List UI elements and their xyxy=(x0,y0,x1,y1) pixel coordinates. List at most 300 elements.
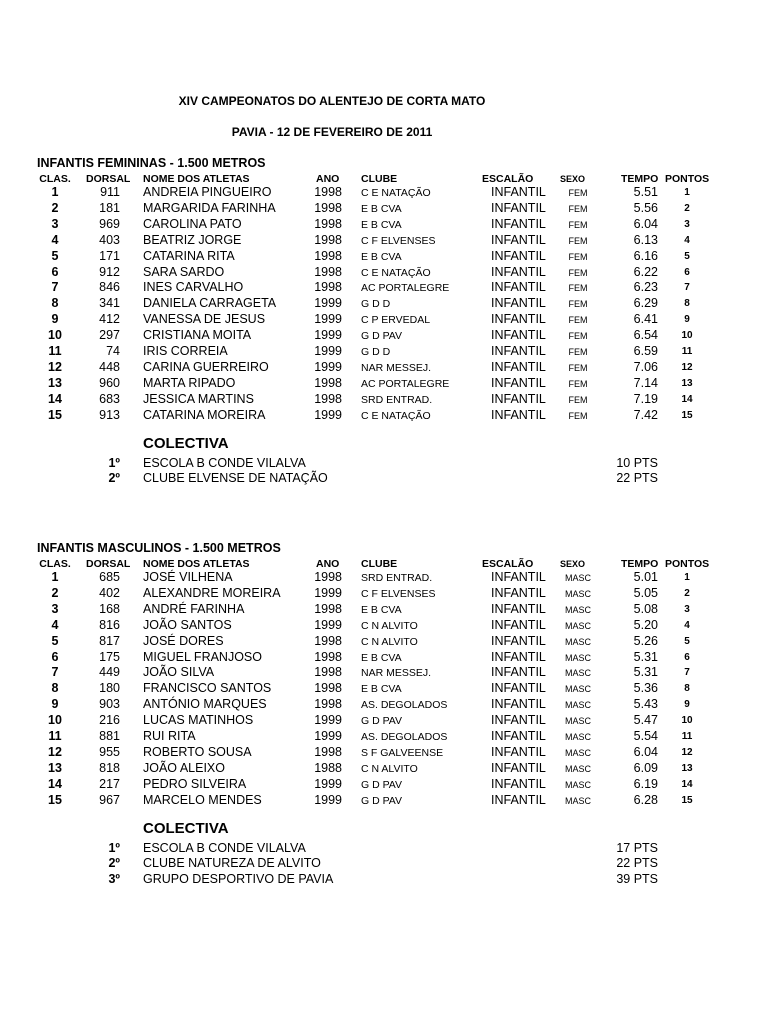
cell-sexo: MASC xyxy=(564,684,591,695)
table-row xyxy=(0,618,768,634)
cell-sexo: FEM xyxy=(568,235,588,246)
cell-tempo: 6.04 xyxy=(633,744,658,759)
cell-ano: 1998 xyxy=(314,216,342,231)
cell-ano: 1998 xyxy=(314,633,342,648)
cell-pontos: 1 xyxy=(684,187,690,198)
cell-tempo: 5.43 xyxy=(633,697,658,712)
cell-clas: 10 xyxy=(48,328,62,343)
cell-escalao: INFANTIL xyxy=(491,792,546,807)
table-row xyxy=(0,185,768,201)
cell-sexo: FEM xyxy=(568,219,588,230)
cell-tempo: 6.59 xyxy=(633,344,658,358)
cell-pontos: 7 xyxy=(684,282,690,294)
cell-ano: 1999 xyxy=(314,585,342,600)
cell-clas: 2 xyxy=(51,200,59,215)
table-row xyxy=(0,793,768,809)
colectiva-name: CLUBE NATUREZA DE ALVITO xyxy=(143,856,321,871)
cell-ano: 1999 xyxy=(314,344,342,358)
cell-clube: C F ELVENSES xyxy=(361,587,436,600)
cell-clube: C N ALVITO xyxy=(361,762,418,775)
cell-sexo: FEM xyxy=(568,378,588,389)
cell-pontos: 4 xyxy=(684,234,690,246)
cell-sexo: MASC xyxy=(564,636,591,647)
cell-nome: VANESSA DE JESUS xyxy=(143,312,266,327)
cell-ano: 1998 xyxy=(314,681,342,696)
cell-dorsal: 168 xyxy=(99,601,120,616)
cell-dorsal: 817 xyxy=(99,633,120,648)
cell-escalao: INFANTIL xyxy=(491,232,546,247)
cell-dorsal: 912 xyxy=(99,264,120,279)
cell-clas: 1 xyxy=(51,185,59,199)
cell-ano: 1998 xyxy=(314,697,342,712)
cell-pontos: 9 xyxy=(684,314,690,326)
cell-sexo: FEM xyxy=(568,251,588,262)
cell-sexo: FEM xyxy=(568,362,588,373)
cell-pontos: 11 xyxy=(681,731,693,742)
cell-clube: AC PORTALEGRE xyxy=(361,377,450,390)
header-tempo: TEMPO xyxy=(621,558,659,570)
colectiva-row xyxy=(0,841,768,857)
cell-nome: PEDRO SILVEIRA xyxy=(143,776,247,791)
cell-sexo: FEM xyxy=(568,315,588,326)
cell-nome: IRIS CORREIA xyxy=(143,344,228,358)
header-ano: ANO xyxy=(316,173,340,185)
cell-ano: 1999 xyxy=(314,792,342,807)
table-row xyxy=(0,729,768,745)
colectiva-name: ESCOLA B CONDE VILALVA xyxy=(143,455,306,470)
cell-nome: MARTA RIPADO xyxy=(143,375,236,390)
cell-clas: 5 xyxy=(51,633,59,648)
cell-sexo: MASC xyxy=(564,573,591,583)
table-row xyxy=(0,296,768,312)
cell-ano: 1999 xyxy=(314,407,342,422)
cell-nome: ANDREIA PINGUEIRO xyxy=(143,185,272,199)
cell-escalao: INFANTIL xyxy=(491,776,546,791)
cell-clas: 10 xyxy=(48,713,62,728)
cell-sexo: MASC xyxy=(564,652,591,663)
cell-escalao: INFANTIL xyxy=(491,407,546,422)
table-row xyxy=(0,201,768,217)
cell-nome: ROBERTO SOUSA xyxy=(143,744,252,759)
cell-nome: MARGARIDA FARINHA xyxy=(143,200,276,215)
cell-ano: 1999 xyxy=(314,312,342,327)
cell-nome: ANTÓNIO MARQUES xyxy=(143,697,267,712)
cell-clube: NAR MESSEJ. xyxy=(361,667,432,680)
cell-pontos: 12 xyxy=(681,361,693,373)
cell-pontos: 7 xyxy=(684,667,690,679)
cell-clas: 14 xyxy=(48,776,62,791)
cell-tempo: 7.19 xyxy=(633,391,658,406)
table-row xyxy=(0,777,768,793)
cell-dorsal: 881 xyxy=(99,729,120,743)
cell-escalao: INFANTIL xyxy=(491,570,546,584)
cell-sexo: FEM xyxy=(568,347,588,357)
cell-clas: 13 xyxy=(48,760,62,775)
cell-tempo: 6.54 xyxy=(633,328,658,343)
table-row xyxy=(0,376,768,392)
cell-pontos: 15 xyxy=(681,794,693,806)
cell-nome: DANIELA CARRAGETA xyxy=(143,296,277,311)
cell-clube: C N ALVITO xyxy=(361,619,418,632)
cell-pontos: 12 xyxy=(681,746,693,758)
cell-clas: 14 xyxy=(48,391,62,406)
cell-ano: 1998 xyxy=(314,665,342,680)
cell-pontos: 14 xyxy=(681,778,693,790)
cell-dorsal: 683 xyxy=(99,391,120,406)
colectiva-name: CLUBE ELVENSE DE NATAÇÃO xyxy=(143,471,328,486)
colectiva-pos: 1º xyxy=(108,455,120,470)
cell-dorsal: 74 xyxy=(106,344,120,358)
table-row xyxy=(0,586,768,602)
cell-tempo: 7.42 xyxy=(633,407,658,422)
cell-sexo: MASC xyxy=(564,620,591,631)
cell-nome: MIGUEL FRANJOSO xyxy=(143,649,262,664)
cell-escalao: INFANTIL xyxy=(491,264,546,279)
cell-escalao: INFANTIL xyxy=(491,633,546,648)
table-row xyxy=(0,634,768,650)
cell-dorsal: 911 xyxy=(100,185,120,199)
cell-tempo: 5.08 xyxy=(633,601,658,616)
header-sexo: SEXO xyxy=(560,174,586,184)
cell-escalao: INFANTIL xyxy=(491,359,546,374)
cell-clube: NAR MESSEJ. xyxy=(361,361,432,374)
cell-nome: JESSICA MARTINS xyxy=(143,391,254,406)
cell-pontos: 2 xyxy=(684,587,690,599)
header-dorsal: DORSAL xyxy=(86,558,131,570)
cell-ano: 1998 xyxy=(314,744,342,759)
cell-dorsal: 171 xyxy=(99,248,120,263)
table-row xyxy=(0,344,768,360)
cell-clube: E B CVA xyxy=(361,218,402,231)
header-clube: CLUBE xyxy=(361,558,398,570)
cell-pontos: 2 xyxy=(684,202,690,214)
cell-escalao: INFANTIL xyxy=(491,200,546,215)
cell-clas: 11 xyxy=(48,729,62,743)
cell-clube: C E NATAÇÃO xyxy=(361,187,431,199)
cell-tempo: 6.29 xyxy=(633,296,658,311)
cell-sexo: FEM xyxy=(568,188,588,198)
colectiva-pos: 3º xyxy=(108,872,120,887)
cell-nome: CATARINA MOREIRA xyxy=(143,407,266,422)
colectiva-pos: 2º xyxy=(108,471,120,486)
cell-escalao: INFANTIL xyxy=(491,328,546,343)
cell-clube: C E NATAÇÃO xyxy=(361,266,431,279)
cell-nome: JOÃO SILVA xyxy=(143,665,215,680)
cell-ano: 1999 xyxy=(314,296,342,311)
cell-ano: 1998 xyxy=(314,391,342,406)
cell-escalao: INFANTIL xyxy=(491,585,546,600)
cell-clube: E B CVA xyxy=(361,250,402,263)
cell-tempo: 6.22 xyxy=(633,264,658,279)
table-row xyxy=(0,328,768,344)
cell-clube: S F GALVEENSE xyxy=(361,746,444,759)
cell-sexo: MASC xyxy=(564,604,591,615)
cell-ano: 1999 xyxy=(314,617,342,632)
cell-ano: 1998 xyxy=(314,200,342,215)
cell-dorsal: 903 xyxy=(99,697,120,712)
cell-clube: E B CVA xyxy=(361,651,402,664)
cell-clas: 1 xyxy=(51,570,59,584)
cell-clas: 15 xyxy=(48,792,62,807)
header-dorsal: DORSAL xyxy=(86,173,131,185)
cell-pontos: 13 xyxy=(681,762,693,774)
cell-escalao: INFANTIL xyxy=(491,280,546,295)
cell-clube: G D PAV xyxy=(361,794,403,807)
table-row xyxy=(0,713,768,729)
cell-escalao: INFANTIL xyxy=(491,681,546,696)
cell-tempo: 5.20 xyxy=(633,617,658,632)
header-escalao: ESCALÃO xyxy=(482,558,534,570)
table-row xyxy=(0,665,768,681)
cell-escalao: INFANTIL xyxy=(491,617,546,632)
cell-clube: E B CVA xyxy=(361,683,402,696)
table-row xyxy=(0,217,768,233)
cell-dorsal: 175 xyxy=(99,649,120,664)
cell-clube: C E NATAÇÃO xyxy=(361,409,431,422)
cell-clas: 7 xyxy=(51,665,59,680)
cell-tempo: 5.54 xyxy=(633,729,658,743)
cell-pontos: 6 xyxy=(684,651,690,663)
cell-pontos: 3 xyxy=(684,603,690,615)
cell-tempo: 5.47 xyxy=(633,713,658,728)
colectiva-pts: 22 PTS xyxy=(616,856,658,871)
cell-pontos: 1 xyxy=(684,572,690,583)
cell-escalao: INFANTIL xyxy=(491,344,546,358)
cell-clas: 11 xyxy=(48,344,62,358)
cell-nome: SARA SARDO xyxy=(143,264,225,279)
cell-dorsal: 846 xyxy=(99,280,120,295)
cell-dorsal: 412 xyxy=(99,312,120,327)
cell-sexo: FEM xyxy=(568,283,588,294)
cell-dorsal: 180 xyxy=(99,681,120,696)
cell-tempo: 5.31 xyxy=(633,649,658,664)
cell-ano: 1998 xyxy=(314,601,342,616)
cell-tempo: 5.51 xyxy=(633,185,658,199)
cell-dorsal: 297 xyxy=(99,328,120,343)
header-ano: ANO xyxy=(316,558,340,570)
cell-escalao: INFANTIL xyxy=(491,744,546,759)
cell-tempo: 6.16 xyxy=(633,248,658,263)
cell-clube: G D D xyxy=(361,298,391,311)
cell-nome: ANDRÉ FARINHA xyxy=(143,601,245,616)
colectiva-pts: 22 PTS xyxy=(616,471,658,486)
cell-dorsal: 403 xyxy=(99,232,120,247)
cell-clas: 3 xyxy=(51,216,59,231)
cell-nome: INES CARVALHO xyxy=(143,280,244,295)
cell-pontos: 15 xyxy=(681,409,693,421)
cell-ano: 1998 xyxy=(314,375,342,390)
cell-tempo: 6.13 xyxy=(633,232,658,247)
cell-tempo: 7.06 xyxy=(633,359,658,374)
cell-clas: 9 xyxy=(51,697,59,712)
table-row xyxy=(0,392,768,408)
cell-sexo: MASC xyxy=(564,779,591,790)
cell-tempo: 6.04 xyxy=(633,216,658,231)
table-row xyxy=(0,312,768,328)
cell-clube: SRD ENTRAD. xyxy=(361,572,433,584)
cell-pontos: 5 xyxy=(684,250,690,262)
cell-nome: CARINA GUERREIRO xyxy=(143,359,269,374)
table-row xyxy=(0,360,768,376)
cell-clas: 12 xyxy=(48,744,62,759)
header-tempo: TEMPO xyxy=(621,173,659,185)
cell-escalao: INFANTIL xyxy=(491,665,546,680)
cell-pontos: 8 xyxy=(684,683,690,695)
cell-ano: 1999 xyxy=(314,359,342,374)
cell-dorsal: 967 xyxy=(99,792,120,807)
cell-ano: 1998 xyxy=(314,248,342,263)
cell-tempo: 6.23 xyxy=(633,280,658,295)
table-row xyxy=(0,408,768,424)
cell-nome: CATARINA RITA xyxy=(143,248,235,263)
cell-dorsal: 818 xyxy=(99,760,120,775)
cell-clube: C N ALVITO xyxy=(361,635,418,648)
cell-pontos: 13 xyxy=(681,377,693,389)
cell-sexo: FEM xyxy=(568,394,588,405)
cell-sexo: MASC xyxy=(564,732,591,742)
cell-dorsal: 816 xyxy=(99,617,120,632)
cell-pontos: 8 xyxy=(684,298,690,310)
cell-sexo: MASC xyxy=(564,747,591,758)
cell-sexo: FEM xyxy=(568,267,588,278)
cell-tempo: 5.05 xyxy=(633,585,658,600)
event-title: XIV CAMPEONATOS DO ALENTEJO DE CORTA MATO xyxy=(178,94,486,108)
table-row xyxy=(0,745,768,761)
cell-escalao: INFANTIL xyxy=(491,697,546,712)
cell-pontos: 14 xyxy=(681,393,693,405)
colectiva-row xyxy=(0,456,768,472)
cell-dorsal: 402 xyxy=(99,585,120,600)
cell-tempo: 6.28 xyxy=(633,792,658,807)
colectiva-pos: 2º xyxy=(108,856,120,871)
cell-dorsal: 341 xyxy=(99,296,120,311)
cell-clube: C P ERVEDAL xyxy=(361,314,431,327)
cell-ano: 1988 xyxy=(314,760,342,775)
cell-nome: JOSÉ DORES xyxy=(143,633,224,648)
cell-nome: RUI RITA xyxy=(143,729,196,743)
cell-dorsal: 217 xyxy=(99,776,120,791)
cell-clas: 3 xyxy=(51,601,59,616)
header-sexo: SEXO xyxy=(560,559,586,569)
colectiva-row xyxy=(0,856,768,872)
cell-sexo: MASC xyxy=(564,700,591,711)
cell-nome: FRANCISCO SANTOS xyxy=(143,681,272,696)
section-title: INFANTIS FEMININAS - 1.500 METROS xyxy=(37,156,266,170)
header-clas: CLAS. xyxy=(39,173,71,185)
cell-sexo: MASC xyxy=(564,588,591,599)
cell-ano: 1998 xyxy=(314,649,342,664)
cell-ano: 1999 xyxy=(314,713,342,728)
cell-clube: AC PORTALEGRE xyxy=(361,282,450,295)
cell-ano: 1999 xyxy=(314,328,342,343)
cell-ano: 1998 xyxy=(314,570,342,584)
cell-clas: 9 xyxy=(51,312,59,327)
colectiva-pts: 10 PTS xyxy=(616,455,658,470)
colectiva-pts: 17 PTS xyxy=(616,840,658,855)
cell-pontos: 6 xyxy=(684,266,690,278)
cell-ano: 1998 xyxy=(314,264,342,279)
cell-nome: CAROLINA PATO xyxy=(143,216,242,231)
cell-escalao: INFANTIL xyxy=(491,312,546,327)
cell-escalao: INFANTIL xyxy=(491,601,546,616)
cell-dorsal: 216 xyxy=(99,713,120,728)
cell-clube: G D PAV xyxy=(361,778,403,791)
colectiva-pts: 39 PTS xyxy=(616,872,658,887)
cell-tempo: 6.41 xyxy=(633,312,658,327)
cell-pontos: 4 xyxy=(684,619,690,631)
cell-clube: E B CVA xyxy=(361,603,402,616)
cell-dorsal: 181 xyxy=(99,200,120,215)
cell-escalao: INFANTIL xyxy=(491,760,546,775)
cell-clube: E B CVA xyxy=(361,202,402,215)
cell-tempo: 5.56 xyxy=(633,200,658,215)
cell-escalao: INFANTIL xyxy=(491,185,546,199)
header-nome: NOME DOS ATLETAS xyxy=(143,173,250,185)
cell-clas: 13 xyxy=(48,375,62,390)
header-clube: CLUBE xyxy=(361,173,398,185)
cell-tempo: 5.01 xyxy=(633,570,658,584)
cell-clas: 5 xyxy=(51,248,59,263)
cell-clube: G D D xyxy=(361,346,391,358)
cell-clube: G D PAV xyxy=(361,715,403,728)
colectiva-row xyxy=(0,471,768,487)
cell-clube: SRD ENTRAD. xyxy=(361,393,433,406)
event-place-date: PAVIA - 12 DE FEVEREIRO DE 2011 xyxy=(231,125,433,139)
cell-pontos: 11 xyxy=(681,346,693,357)
cell-nome: CRISTIANA MOITA xyxy=(143,328,252,343)
cell-sexo: MASC xyxy=(564,763,591,774)
cell-dorsal: 449 xyxy=(99,665,120,680)
cell-tempo: 5.36 xyxy=(633,681,658,696)
cell-dorsal: 969 xyxy=(99,216,120,231)
cell-clas: 4 xyxy=(51,232,59,247)
cell-clube: AS. DEGOLADOS xyxy=(361,731,448,743)
cell-clas: 2 xyxy=(51,585,59,600)
colectiva-title: COLECTIVA xyxy=(143,434,229,452)
cell-pontos: 5 xyxy=(684,635,690,647)
cell-clas: 7 xyxy=(51,280,59,295)
cell-pontos: 10 xyxy=(681,715,693,727)
cell-clas: 8 xyxy=(51,296,59,311)
cell-dorsal: 685 xyxy=(99,570,120,584)
cell-dorsal: 955 xyxy=(99,744,120,759)
cell-nome: BEATRIZ JORGE xyxy=(143,232,242,247)
cell-tempo: 6.09 xyxy=(633,760,658,775)
table-row xyxy=(0,570,768,586)
cell-ano: 1998 xyxy=(314,232,342,247)
cell-ano: 1999 xyxy=(314,729,342,743)
table-row xyxy=(0,602,768,618)
table-row xyxy=(0,265,768,281)
header-pontos: PONTOS xyxy=(665,173,710,185)
cell-dorsal: 960 xyxy=(99,375,120,390)
cell-escalao: INFANTIL xyxy=(491,713,546,728)
cell-sexo: FEM xyxy=(568,331,588,342)
cell-sexo: MASC xyxy=(564,716,591,727)
cell-dorsal: 913 xyxy=(99,407,120,422)
cell-clas: 6 xyxy=(51,649,59,664)
cell-clas: 6 xyxy=(51,264,59,279)
cell-nome: JOÃO SANTOS xyxy=(143,617,232,632)
cell-tempo: 5.26 xyxy=(633,633,658,648)
cell-nome: ALEXANDRE MOREIRA xyxy=(143,585,281,600)
header-nome: NOME DOS ATLETAS xyxy=(143,558,250,570)
cell-escalao: INFANTIL xyxy=(491,391,546,406)
cell-pontos: 10 xyxy=(681,330,693,342)
cell-clas: 15 xyxy=(48,407,62,422)
cell-clas: 4 xyxy=(51,617,59,632)
table-row xyxy=(0,697,768,713)
